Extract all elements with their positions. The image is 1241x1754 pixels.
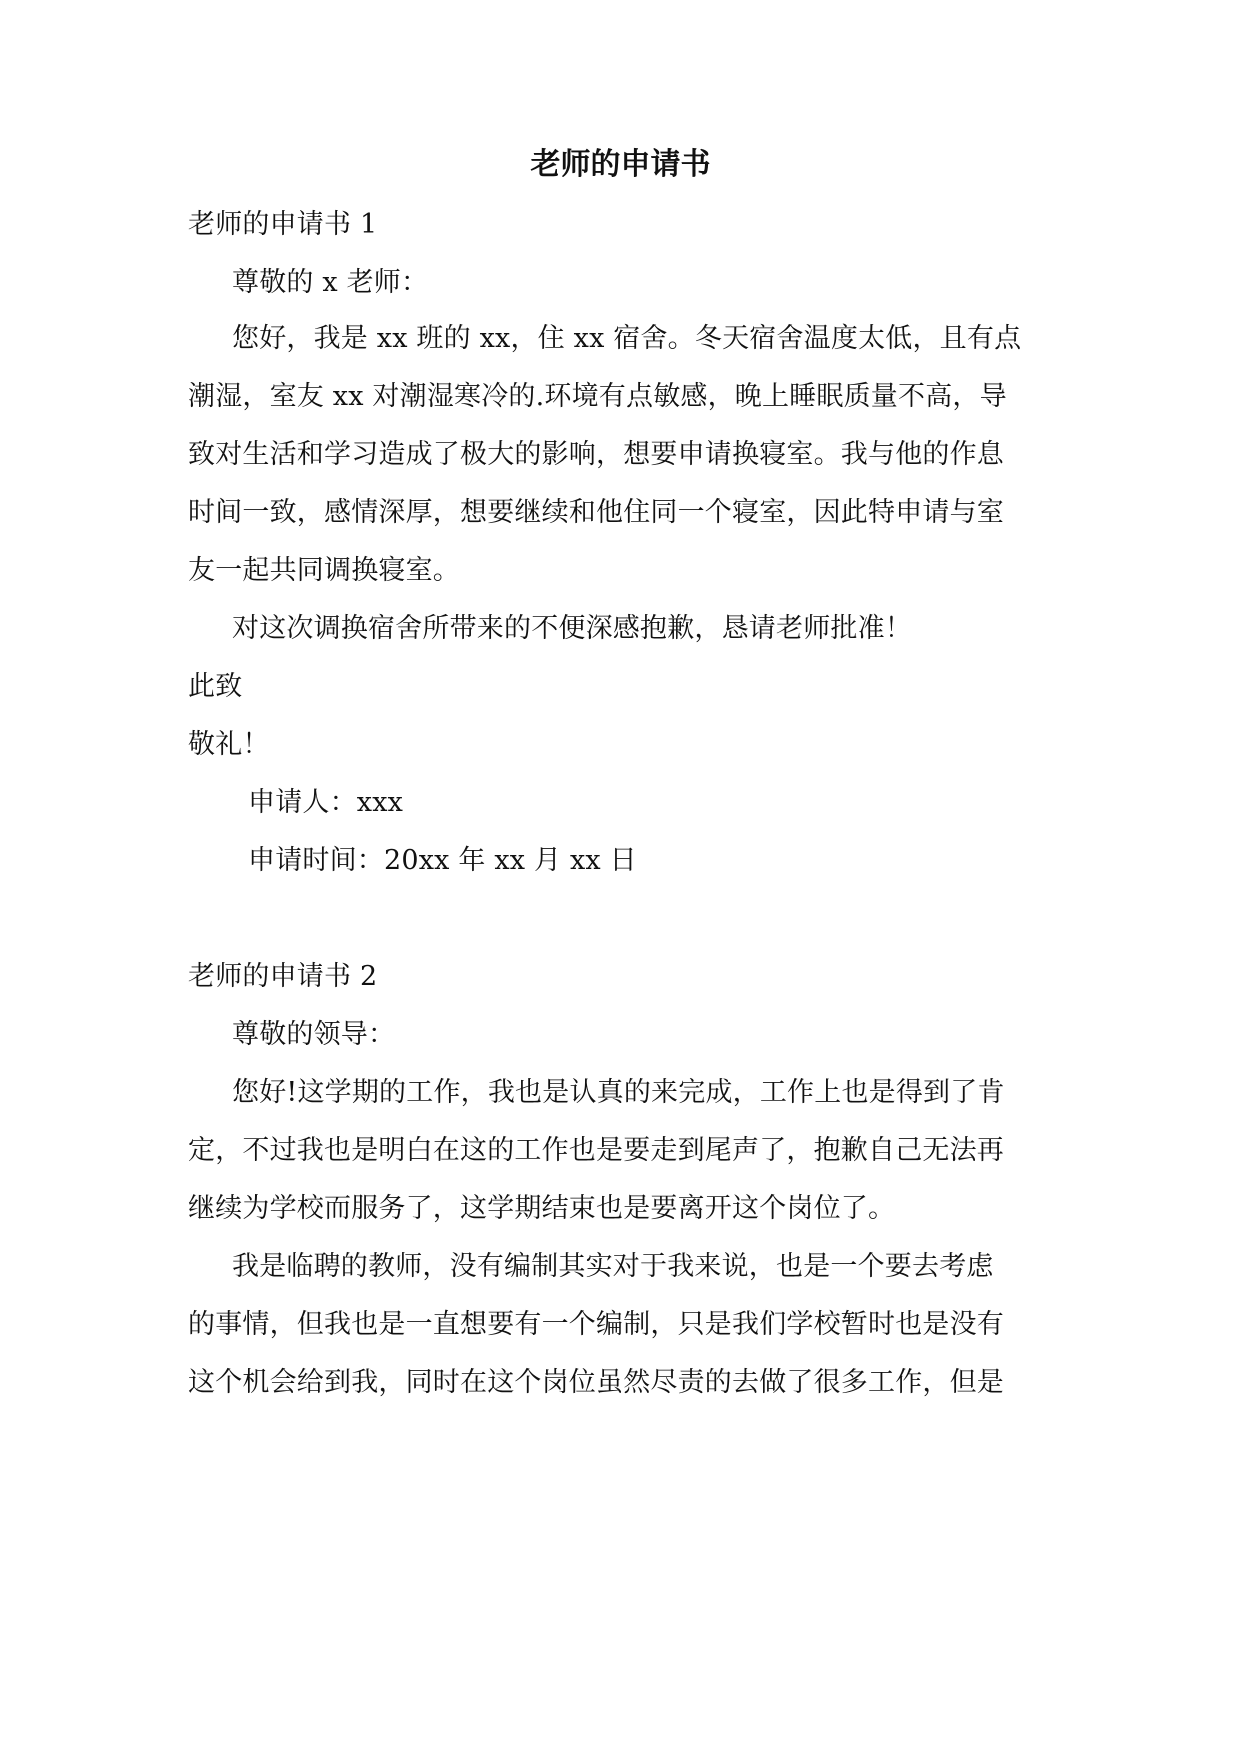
letter2-salutation: 尊敬的领导： (232, 1019, 396, 1050)
letter2-body-line: 这个机会给到我，同时在这个岗位虽然尽责的去做了很多工作，但是 (188, 1367, 1004, 1398)
letter2-heading: 老师的申请书 2 (188, 961, 378, 992)
letter1-body-line: 致对生活和学习造成了极大的影响，想要申请换寝室。我与他的作息 (188, 439, 1004, 470)
letter1-applicant: 申请人：xxx (248, 787, 404, 818)
letter1-apology: 对这次调换宿舍所带来的不便深感抱歉，恳请老师批准！ (232, 613, 912, 644)
letter2-body-line: 您好!这学期的工作，我也是认真的来完成，工作上也是得到了肯 (232, 1077, 1005, 1108)
letter2-body-line: 的事情，但我也是一直想要有一个编制，只是我们学校暂时也是没有 (188, 1309, 1004, 1340)
letter1-body-line: 友一起共同调换寝室。 (188, 555, 460, 586)
letter2-body-line: 继续为学校而服务了，这学期结束也是要离开这个岗位了。 (188, 1193, 896, 1224)
letter1-closing-2: 敬礼！ (188, 729, 270, 760)
letter2-body-line: 定，不过我也是明白在这的工作也是要走到尾声了，抱歉自己无法再 (188, 1135, 1004, 1166)
letter1-body-line: 时间一致，感情深厚，想要继续和他住同一个寝室，因此特申请与室 (188, 497, 1004, 528)
letter2-body-line: 我是临聘的教师，没有编制其实对于我来说，也是一个要去考虑 (232, 1251, 994, 1282)
letter1-body-line: 潮湿，室友 xx 对潮湿寒冷的.环境有点敏感，晚上睡眠质量不高，导 (188, 381, 1007, 412)
letter1-heading: 老师的申请书 1 (188, 209, 378, 240)
letter1-closing-1: 此致 (188, 671, 243, 702)
letter1-date: 申请时间：20xx 年 xx 月 xx 日 (248, 845, 637, 876)
document-title: 老师的申请书 (530, 147, 711, 182)
letter1-salutation: 尊敬的 x 老师： (232, 267, 429, 298)
letter1-body-line: 您好，我是 xx 班的 xx，住 xx 宿舍。冬天宿舍温度太低，且有点 (232, 323, 1022, 354)
